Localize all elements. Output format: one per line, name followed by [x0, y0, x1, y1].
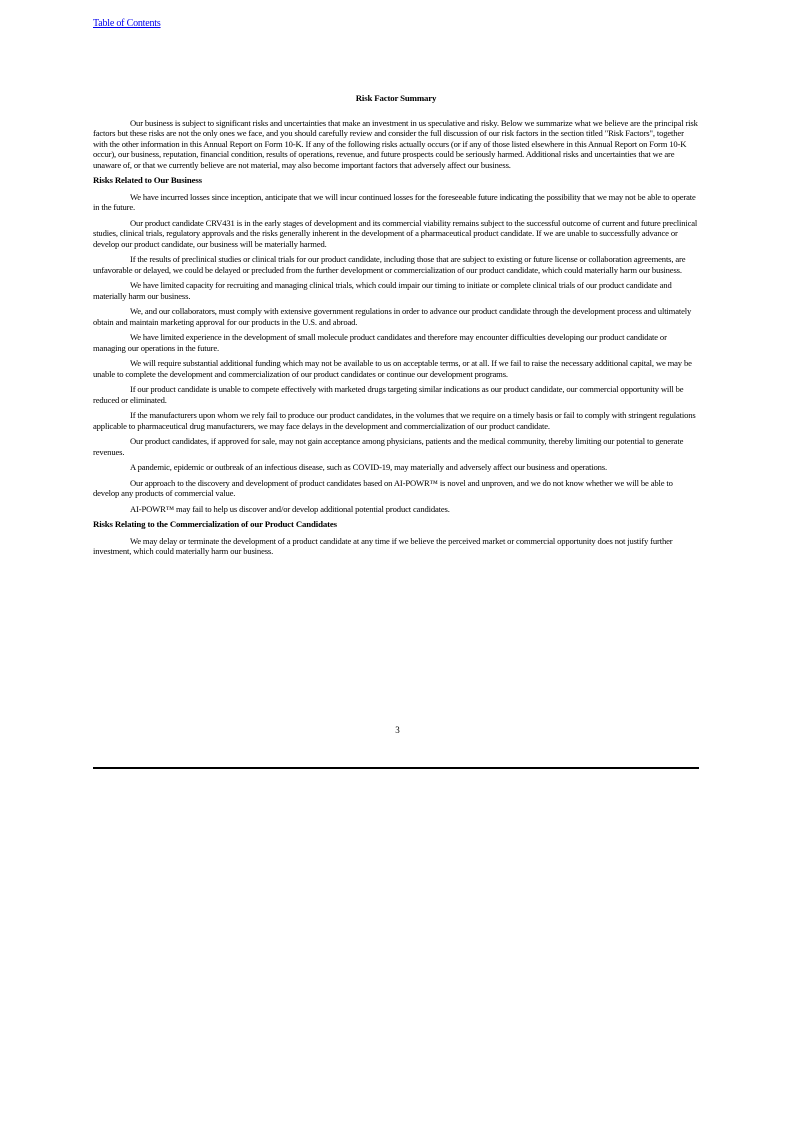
risk-item: We have incurred losses since inception, anticipate that we will incur continued losses for the foreseeable future indicating the possibility that we may not be able to operate in the future.: [93, 191, 696, 212]
risk-item: If the manufacturers upon whom we rely fail to produce our product candidates, in the volumes that we require on a timely basis or fail to comply with stringent regulations applicable to pharmaceutical drug manufacturers, we may face delays in the development and commercialization of our product candidate.: [93, 410, 696, 431]
risk-item: Our approach to the discovery and development of product candidates based on AI-POWR™ is novel and unproven, and we do not know whether we will be able to develop any products of commercial value.: [93, 477, 673, 498]
risk-item: A pandemic, epidemic or outbreak of an infectious disease, such as COVID-19, may materially and adversely affect our business and operations.: [130, 462, 607, 472]
table-of-contents-link[interactable]: Table of Contents: [93, 18, 161, 29]
document-body: [93, 93, 699, 562]
section-heading-commercialization-risks: Risks Relating to the Commercialization of our Product Candidates: [93, 519, 337, 529]
page-divider: [93, 767, 699, 769]
risk-item: We will require substantial additional funding which may not be available to us on acceptable terms, or at all. If we fail to raise the necessary additional capital, we may be unable to complete the development and commercialization of our product candidates or continue our development programs.: [93, 358, 692, 379]
page-number: 3: [395, 725, 400, 735]
intro-paragraph: Our business is subject to significant risks and uncertainties that make an investment in us speculative and risky. Below we summarize what we believe are the principal risk factors but these risks are not the only ones we face, and you should carefully review and consider the full discussion of our risk factors in the section titled "Risk Factors", together with the other information in this Annual Report on Form 10-K. If any of the following risks actually occurs (or if any of those listed elsewhere in this Annual Report on Form 10-K occur), our business, reputation, financial condition, results of operations, revenue, and future prospects could be seriously harmed. Additional risks and uncertainties that we are unaware of, or that we currently believe are not material, may also become important factors that adversely affect our business.: [93, 117, 698, 170]
risk-item: If the results of preclinical studies or clinical trials for our product candidate, including those that are subject to existing or future license or collaboration agreements, are unfavorable or delayed, we could be delayed or precluded from the further development or commercialization of our product candidate, which could materially harm our business.: [93, 254, 686, 275]
risk-item: We have limited capacity for recruiting and managing clinical trials, which could impair our timing to initiate or complete clinical trials of our product candidate and materially harm our business.: [93, 280, 672, 301]
risk-item: AI-POWR™ may fail to help us discover and/or develop additional potential product candidates.: [130, 503, 450, 514]
risk-item: Our product candidate CRV431 is in the early stages of development and its commercial viability remains subject to the successful outcome of current and future preclinical studies, clinical trials, regulatory approvals and the risks generally inherent in the development of a pharmaceutical product candidate. If we are unable to successfully advance or develop our product candidate, our business will be materially harmed.: [93, 217, 698, 249]
risk-item: If our product candidate is unable to compete effectively with marketed drugs targeting similar indications as our product candidate, our commercial opportunity will be reduced or eliminated.: [93, 384, 684, 405]
risk-item: Our product candidates, if approved for sale, may not gain acceptance among physicians, patients and the medical community, thereby limiting our potential to generate revenues.: [93, 436, 684, 457]
page-title: Risk Factor Summary: [355, 93, 437, 103]
risk-item: We have limited experience in the development of small molecule product candidates and therefore may encounter difficulties developing our product candidate or managing our operations in the future.: [93, 332, 667, 353]
section-heading-business-risks: Risks Related to Our Business: [93, 175, 202, 185]
risk-item: We may delay or terminate the development of a product candidate at any time if we believe the perceived market or commercial opportunity does not justify further investment, which could materially harm our business.: [93, 535, 673, 556]
risk-item: We, and our collaborators, must comply with extensive government regulations in order to advance our product candidate through the development process and ultimately obtain and maintain marketing approval for our products in the U.S. and abroad.: [93, 306, 692, 327]
